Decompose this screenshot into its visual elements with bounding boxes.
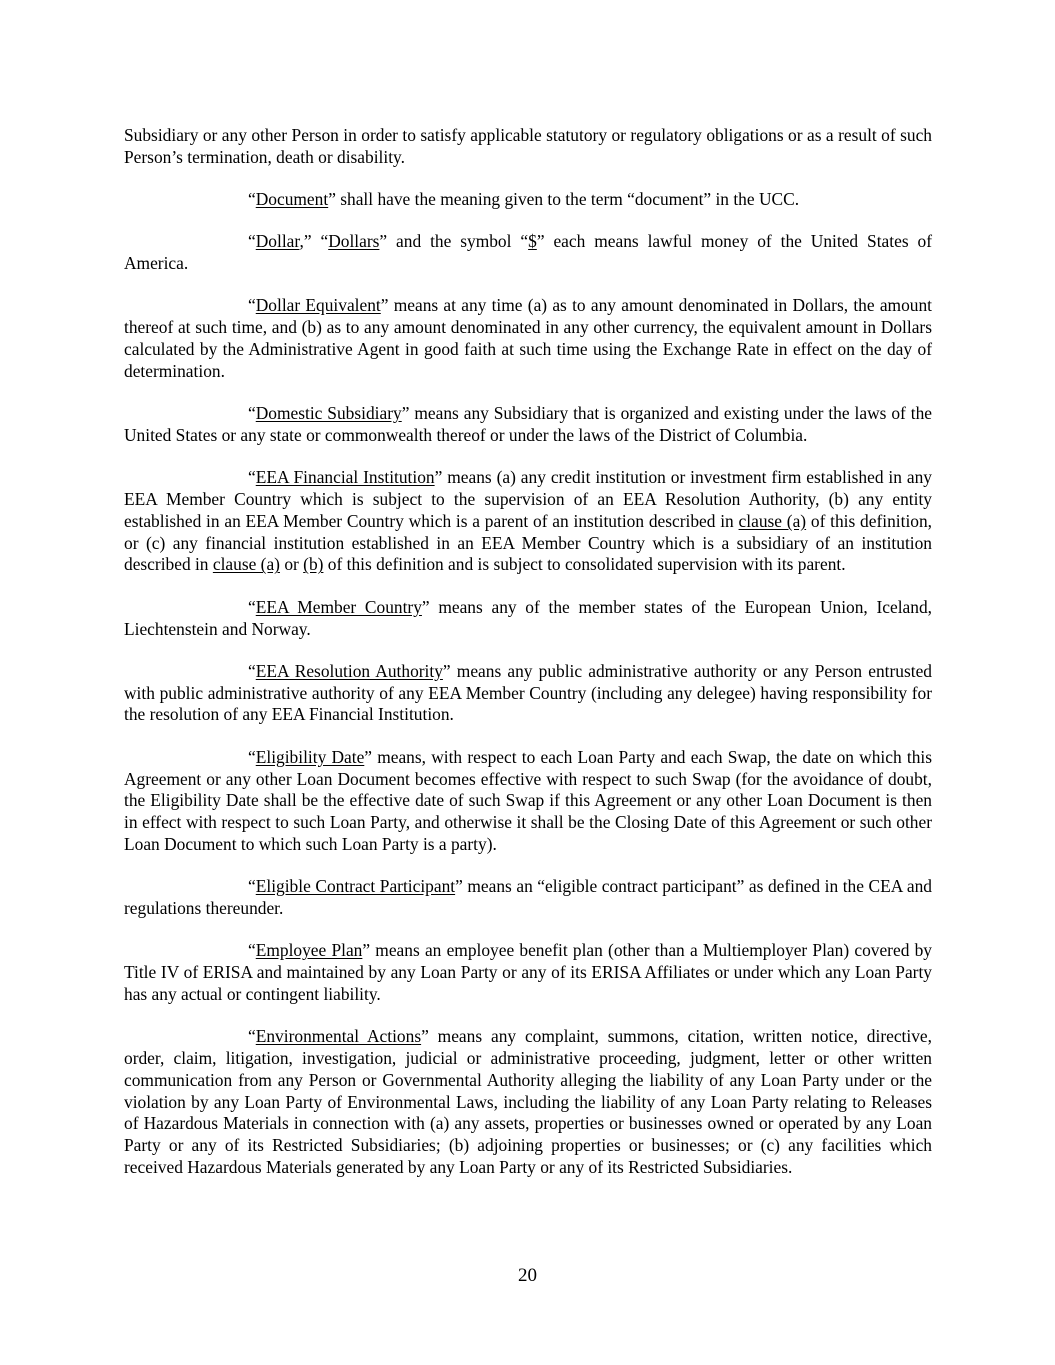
- definition-dollar: “Dollar,” “Dollars” and the symbol “$” each means lawful money of the United States of: [248, 231, 932, 252]
- defined-term: Employee Plan: [255, 940, 363, 961]
- defined-term: $: [528, 231, 537, 252]
- defined-term: EEA Financial Institution: [255, 467, 435, 488]
- definition-document: “Document” shall have the meaning given to the term “document” in the UCC.: [248, 189, 800, 210]
- defined-term: Eligibility Date: [255, 746, 365, 767]
- clause-reference: (b): [303, 554, 324, 575]
- definition-eea-financial-institution: “EEA Financial Institution” means (a) any credit institution or investment firm established in any EEA Member Country which is subject to the supervision of an EEA Resolution Authority, (b) any entity established in an EEA Member Country which is a parent of an institution described in clause (a) of this definition, or (c) any financial institution established in an EEA Member Country which is a subsidiary of an institution described in clause (a) or (b) of this definition and is subject to consolidated supervision with its parent.: [124, 467, 933, 575]
- definition-employee-plan: “Employee Plan” means an employee benefit plan (other than a Multiemployer Plan) covered by Title IV of ERISA and maintained by any Loan Party or any of its ERISA Affiliates or under which any Loan Party has any actual or contingent liability.: [124, 940, 932, 1004]
- clause-reference: clause (a): [212, 554, 280, 575]
- document-body: [124, 125, 932, 1199]
- defined-term: EEA Resolution Authority: [255, 660, 443, 681]
- definition-eligibility-date: “Eligibility Date” means, with respect to each Loan Party and each Swap, the date on which this Agreement or any other Loan Document becomes effective with respect to such Swap (for the avoidance of doubt, the Eligibility Date shall be the effective date of such Swap if this Agreement or any other Loan Document is then in effect with respect to such Loan Party, and otherwise it shall be the Closing Date of this Agreement or such other Loan Document to which such Loan Party is a party).: [124, 746, 932, 854]
- paragraph-continuation: Subsidiary or any other Person in order to satisfy applicable statutory or regulatory obligations or as a result of such Person’s termination, death or disability.: [124, 125, 932, 167]
- defined-term: Dollar Equivalent: [255, 295, 381, 316]
- definition-eligible-contract-participant: “Eligible Contract Participant” means an “eligible contract participant” as defined in the CEA and regulations thereunder.: [124, 876, 932, 919]
- defined-term: Eligible Contract Participant: [255, 876, 456, 897]
- definition-domestic-subsidiary: “Domestic Subsidiary” means any Subsidiary that is organized and existing under the laws of the United States or any state or commonwealth thereof or under the laws of the District of Columbia.: [124, 403, 932, 445]
- page-number: 20: [518, 1265, 537, 1286]
- definition-eea-member-country: “EEA Member Country” means any of the member states of the European Union, Iceland, Liechtenstein and Norway.: [124, 596, 932, 639]
- defined-term: EEA Member Country: [255, 596, 422, 617]
- definition-dollar-tail: America.: [124, 253, 189, 274]
- defined-term: Domestic Subsidiary: [255, 403, 402, 424]
- defined-term: Environmental Actions: [255, 1026, 422, 1047]
- defined-term: Dollar: [255, 231, 300, 252]
- definition-environmental-actions: “Environmental Actions” means any complaint, summons, citation, written notice, directive, order, claim, litigation, investigation, judicial or administrative proceeding, judgment, letter or other written communication from any Person or Governmental Authority alleging the liability of any Loan Party under or the violation by any Loan Party of Environmental Laws, including the liability of any Loan Party relating to Releases of Hazardous Materials in connection with (a) any assets, properties or businesses owned or operated by any Loan Party or any of its Restricted Subsidiaries; (b) adjoining properties or businesses; or (c) any facilities which received Hazardous Materials generated by any Loan Party or any of its Restricted Subsidiaries.: [124, 1026, 932, 1177]
- clause-reference: clause (a): [738, 510, 807, 531]
- definition-dollar-equivalent: “Dollar Equivalent” means at any time (a) as to any amount denominated in Dollars, the amount thereof at such time, and (b) as to any amount denominated in any other currency, the equivalent amount in Dollars calculated by the Administrative Agent in good faith at such time using the Exchange Rate in effect on the day of determination.: [124, 295, 932, 381]
- defined-term: Document: [255, 189, 329, 210]
- definition-eea-resolution-authority: “EEA Resolution Authority” means any public administrative authority or any Person entrusted with public administrative authority of any EEA Member Country (including any delegee) having responsibility for the resolution of any EEA Financial Institution.: [124, 660, 932, 725]
- defined-term: Dollars: [328, 231, 380, 252]
